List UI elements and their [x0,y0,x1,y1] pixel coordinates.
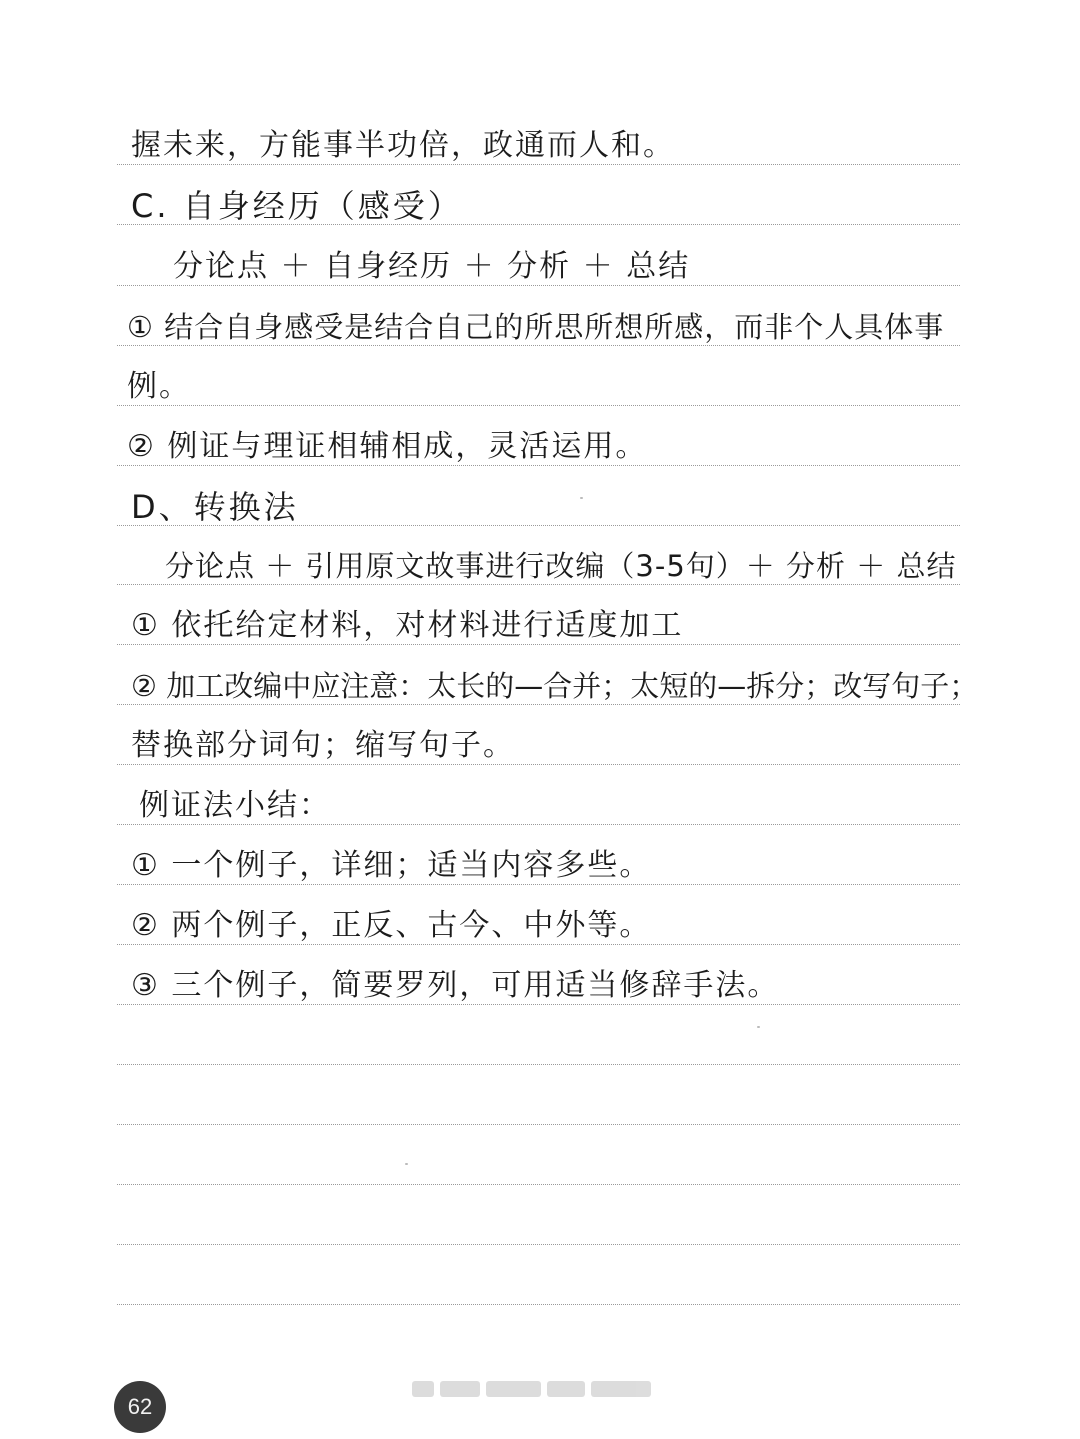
ruled-line [117,1064,960,1065]
ruled-line [117,465,960,466]
formula-line: 分论点 ＋ 引用原文故事进行改编（3-5句）＋ 分析 ＋ 总结 [165,549,957,583]
handwritten-line: ② 两个例子，正反、古今、中外等。 [131,908,652,943]
ruled-line [117,345,960,346]
ruled-line [117,1184,960,1185]
handwritten-line: 握未来，方能事半功倍，政通而人和。 [131,128,675,163]
handwritten-line: ② 例证与理证相辅相成，灵活运用。 [127,429,648,464]
ruled-line [117,1304,960,1305]
ruled-line [117,644,960,645]
handwritten-line: ① 结合自身感受是结合自己的所思所想所感，而非个人具体事 [127,310,945,344]
ruled-line [117,764,960,765]
ruled-line [117,944,960,945]
page-number-badge: 62 [114,1381,166,1433]
section-heading-d: D、转换法 [131,488,299,526]
handwritten-line: ② 加工改编中应注意：太长的—合并；太短的—拆分；改写句子； [131,669,979,703]
handwritten-line: 替换部分词句；缩写句子。 [131,728,515,763]
formula-line: 分论点 ＋ 自身经历 ＋ 分析 ＋ 总结 [173,249,691,284]
ruled-line [117,285,960,286]
watermark [412,1378,662,1400]
handwritten-line: 例。 [127,369,191,404]
ruled-line [117,1124,960,1125]
ruled-line [117,1244,960,1245]
ruled-line [117,884,960,885]
paper-speck [405,1163,408,1165]
handwritten-line: ① 一个例子，详细；适当内容多些。 [131,848,652,883]
ruled-line [117,704,960,705]
ruled-line [117,405,960,406]
paper-speck [580,497,583,499]
ruled-line [117,1004,960,1005]
paper-speck [757,1026,760,1028]
summary-heading: 例证法小结： [139,788,331,823]
handwritten-line: ① 依托给定材料，对材料进行适度加工 [131,608,684,643]
ruled-line [117,824,960,825]
ruled-line [117,584,960,585]
section-heading-c: C. 自身经历（感受） [131,187,463,225]
ruled-line [117,164,960,165]
handwritten-line: ③ 三个例子，简要罗列，可用适当修辞手法。 [131,968,780,1003]
